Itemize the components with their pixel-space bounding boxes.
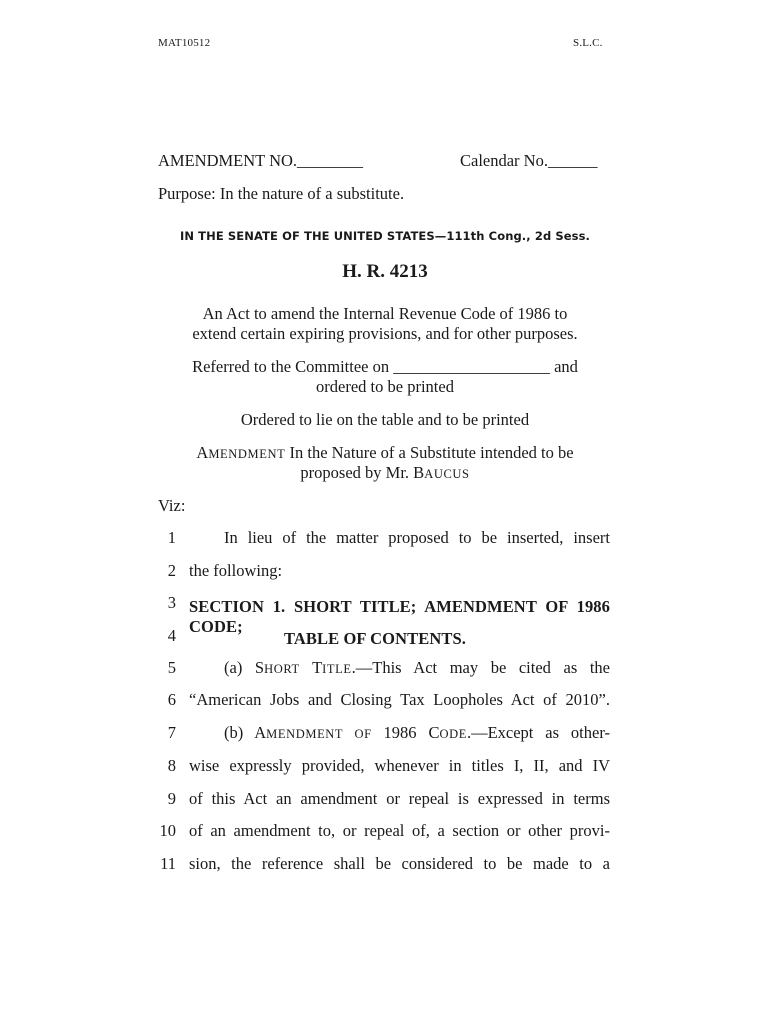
text-line: of this Act an amendment or repeal is expressed in terms — [189, 789, 610, 808]
subsection-marker: (a) S — [224, 658, 265, 677]
line-number: 7 — [167, 723, 176, 742]
line-number: 2 — [167, 561, 176, 580]
line-number: 11 — [160, 854, 176, 873]
amendment-intro-line-2 — [160, 463, 610, 484]
text-line: the following: — [189, 561, 283, 580]
line-number: 4 — [167, 626, 176, 645]
text-rest: .—This Act may be cited as the — [351, 658, 611, 677]
act-title-line-2: extend certain expiring provisions, and for other purposes. — [192, 324, 578, 343]
ordered-line: Ordered to lie on the table and to be printed — [240, 410, 530, 429]
small-caps-initial: B — [413, 463, 425, 482]
purpose-line: Purpose: In the nature of a substitute. — [158, 184, 405, 203]
small-caps-initial: 1986 C — [371, 723, 440, 742]
line-number: 1 — [167, 528, 176, 547]
line-number: 5 — [167, 658, 176, 677]
line-number: 6 — [167, 690, 176, 709]
small-caps-text: MENDMENT OF — [266, 727, 372, 741]
section-heading-continued: TABLE OF CONTENTS. — [284, 629, 466, 648]
text-line: “American Jobs and Closing Tax Loopholes Act of 2010”. — [189, 690, 610, 709]
text-line: wise expressly provided, whenever in titles I, II, and IV — [189, 756, 610, 775]
small-caps-text: AUCUS — [424, 467, 470, 481]
line-number: 9 — [167, 789, 176, 808]
referred-line-1: Referred to the Committee on ___________________ and — [192, 357, 578, 376]
text-line — [224, 723, 610, 743]
text-line: In lieu of the matter proposed to be inserted, insert — [224, 528, 610, 547]
small-caps-text: HORT — [264, 662, 300, 676]
text-rest: .—Except as other- — [466, 723, 611, 742]
amendment-intro-line-1 — [160, 443, 610, 464]
text-line: sion, the reference shall be considered to be made to a — [189, 854, 610, 873]
amendment-intro-rest: In the Nature of a Substitute intended to be — [285, 443, 574, 462]
subsection-marker: (b) A — [224, 723, 267, 742]
viz-label: Viz: — [158, 496, 186, 515]
line-number: 3 — [167, 593, 176, 612]
small-caps-initial: A — [196, 443, 209, 462]
section-heading: SECTION 1. SHORT TITLE; AMENDMENT OF 1986 CODE; — [189, 597, 610, 636]
senate-session-line: IN THE SENATE OF THE UNITED STATES—111th Cong., 2d Sess. — [179, 229, 591, 243]
small-caps-initial: T — [299, 658, 323, 677]
small-caps-text: MENDMENT — [208, 447, 286, 461]
act-title-line-1: An Act to amend the Internal Revenue Code of 1986 to — [202, 304, 568, 323]
amendment-number: AMENDMENT NO.________ — [158, 151, 364, 170]
amendment-intro-prefix: proposed by Mr. — [300, 463, 414, 482]
referred-line-2: ordered to be printed — [316, 377, 454, 396]
office-code: S.L.C. — [573, 37, 603, 49]
document-code: MAT10512 — [158, 37, 211, 49]
small-caps-text: ITLE — [322, 662, 352, 676]
text-line — [224, 658, 610, 678]
calendar-number: Calendar No.______ — [460, 151, 598, 170]
bill-number: H. R. 4213 — [342, 261, 428, 282]
text-line: of an amendment to, or repeal of, a section or other provi- — [189, 821, 610, 840]
line-number: 8 — [167, 756, 176, 775]
small-caps-text: ODE — [439, 727, 467, 741]
line-number: 10 — [159, 821, 176, 840]
